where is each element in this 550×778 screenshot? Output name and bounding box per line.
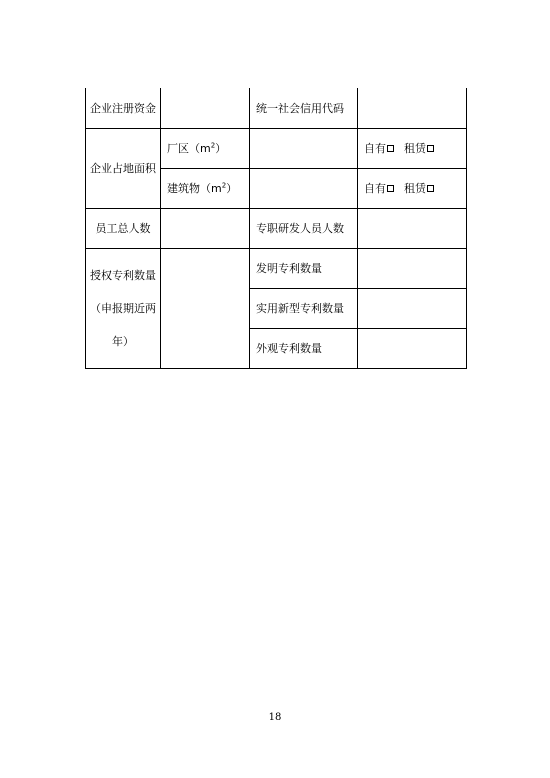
own-checkbox[interactable] xyxy=(387,145,394,152)
credit-code-label: 统一社会信用代码 xyxy=(250,88,358,128)
invention-label: 发明专利数量 xyxy=(250,248,358,288)
credit-code-value[interactable] xyxy=(358,88,467,128)
building-area-value[interactable] xyxy=(250,168,358,208)
row-plant-area xyxy=(86,128,467,168)
rent-checkbox[interactable] xyxy=(427,145,434,152)
utility-value[interactable] xyxy=(358,288,467,328)
building-label: 建筑物$(m^2)$ xyxy=(161,168,250,208)
own-label: 自有 xyxy=(364,182,386,195)
enterprise-info-table xyxy=(85,88,467,369)
own-label: 自有 xyxy=(364,142,386,155)
rent-checkbox[interactable] xyxy=(427,185,434,192)
patent-label xyxy=(86,248,161,368)
patent-label-line2: （申报期近两 xyxy=(90,301,156,315)
patent-label-line3: 年） xyxy=(112,334,134,348)
plant-area-value[interactable] xyxy=(250,128,358,168)
invention-value[interactable] xyxy=(358,248,467,288)
design-value[interactable] xyxy=(358,328,467,368)
staff-value[interactable] xyxy=(161,208,250,248)
rent-label: 租赁 xyxy=(404,142,426,155)
utility-label: 实用新型专利数量 xyxy=(250,288,358,328)
rd-staff-value[interactable] xyxy=(358,208,467,248)
patent-label-line1: 授权专利数量 xyxy=(90,268,156,282)
reg-capital-label: 企业注册资金 xyxy=(86,88,161,128)
rd-staff-label: 专职研发人员人数 xyxy=(250,208,358,248)
row-staff xyxy=(86,208,467,248)
rent-label: 租赁 xyxy=(404,182,426,195)
area-label: 企业占地面积 xyxy=(86,128,161,208)
reg-capital-value[interactable] xyxy=(161,88,250,128)
design-label: 外观专利数量 xyxy=(250,328,358,368)
page-number: 18 xyxy=(268,712,282,723)
staff-label: 员工总人数 xyxy=(86,208,161,248)
patent-total-value[interactable] xyxy=(161,248,250,368)
row-registered-capital xyxy=(86,88,467,128)
building-ownership xyxy=(358,168,467,208)
plant-label: 厂区$(m^2)$ xyxy=(161,128,250,168)
own-checkbox[interactable] xyxy=(387,185,394,192)
row-invention-patents xyxy=(86,248,467,288)
plant-ownership xyxy=(358,128,467,168)
